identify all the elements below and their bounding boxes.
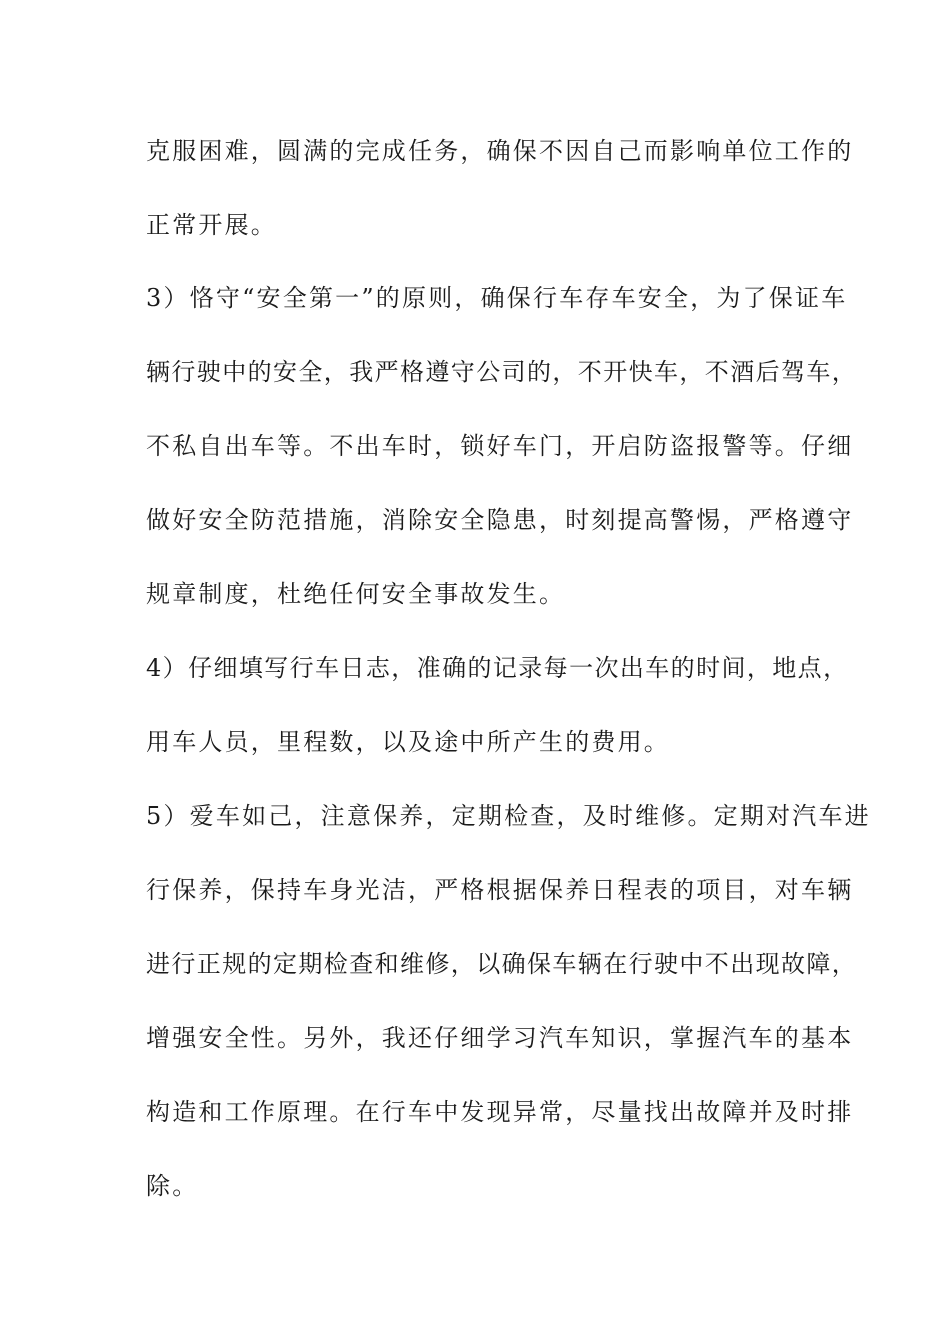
paragraph-line: 规章制度，杜绝任何安全事故发生。 (146, 580, 566, 608)
paragraph-line: 做好安全防范措施，消除安全隐患，时刻提高警惕，严格遵守 (146, 506, 854, 534)
paragraph-line: 增强安全性。另外，我还仔细学习汽车知识，掌握汽车的基本 (146, 1024, 854, 1052)
paragraph-line: 3）恪守“安全第一”的原则，确保行车存车安全，为了保证车 (146, 284, 848, 312)
paragraph-line: 用车人员，里程数，以及途中所产生的费用。 (146, 728, 670, 756)
paragraph-line: 不私自出车等。不出车时，锁好车门，开启防盗报警等。仔细 (146, 432, 854, 460)
paragraph-line: 行保养，保持车身光洁，严格根据保养日程表的项目，对车辆 (146, 876, 854, 904)
paragraph-line: 5）爱车如己，注意保养，定期检查，及时维修。定期对汽车进 (146, 802, 871, 830)
paragraph-line: 克服困难，圆满的完成任务，确保不因自己而影响单位工作的 (146, 137, 854, 165)
paragraph-line: 辆行驶中的安全，我严格遵守公司的，不开快车，不酒后驾车， (146, 358, 858, 386)
paragraph-line: 进行正规的定期检查和维修，以确保车辆在行驶中不出现故障， (146, 950, 858, 978)
paragraph-line: 正常开展。 (146, 211, 277, 239)
paragraph-line: 除。 (146, 1172, 199, 1200)
paragraph-line: 构造和工作原理。在行车中发现异常，尽量找出故障并及时排 (146, 1098, 854, 1126)
paragraph-line: 4）仔细填写行车日志，准确的记录每一次出车的时间，地点， (146, 654, 849, 682)
